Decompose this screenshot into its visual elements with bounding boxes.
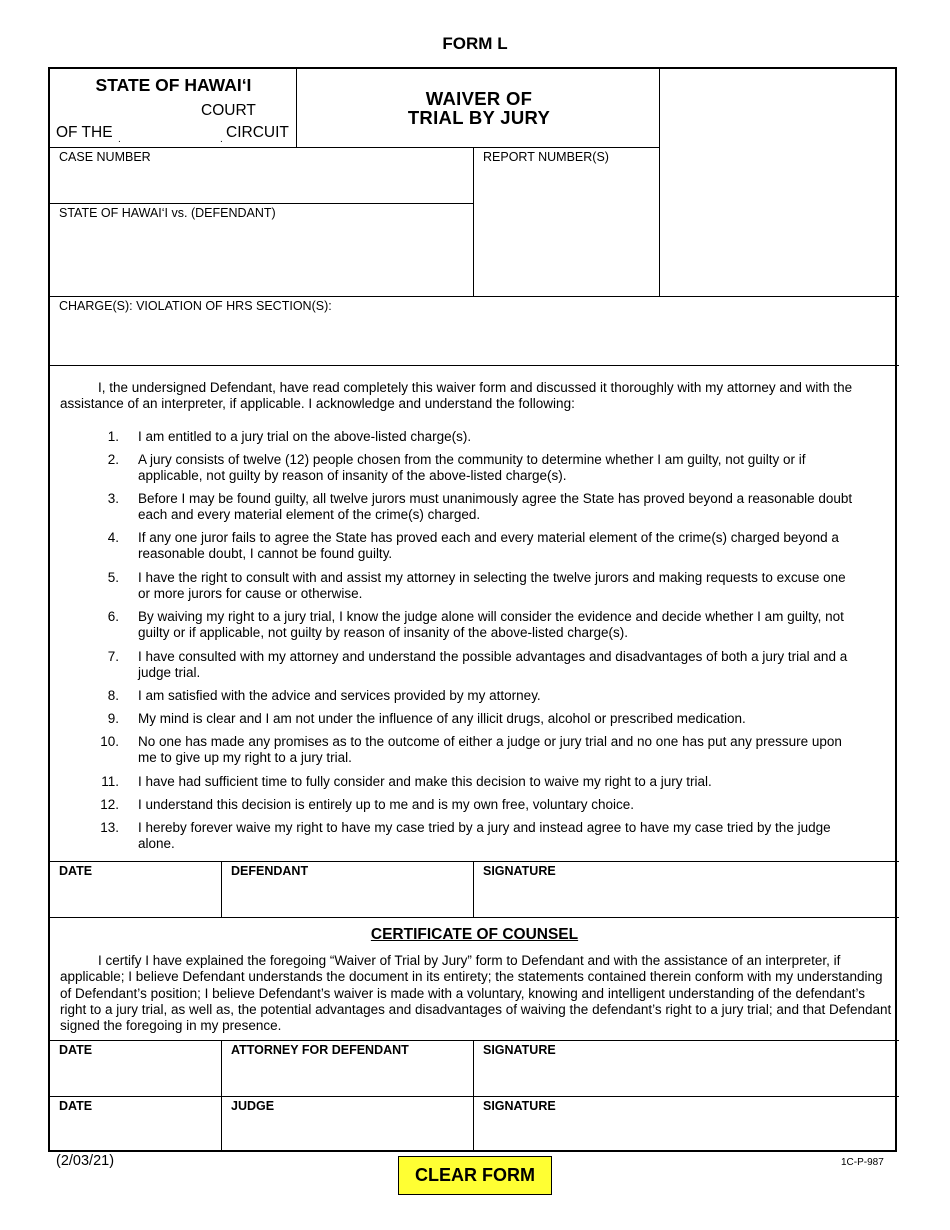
intro-paragraph: I, the undersigned Defendant, have read completely this waiver form and discussed it thoroughly with my attorney and with the assistance of an interpreter, if applicable. I acknowledge and understand the following: (60, 380, 853, 412)
defendant-name-print-field[interactable] (222, 862, 473, 917)
defendant-name-field[interactable] (50, 204, 472, 296)
divider (296, 69, 297, 147)
of-the-label: OF THE (56, 124, 113, 141)
item-text: I am satisfied with the advice and services provided by my attorney. (138, 688, 541, 703)
item-number: 6. (107, 609, 119, 624)
date-label: DATE (59, 1099, 93, 1113)
item-text: If any one juror fails to agree the State has proved each and every material element of the crime(s) charged beyond a reasonable doubt, I cannot be found guilty. (138, 530, 839, 562)
report-numbers-field[interactable] (474, 148, 658, 296)
item-number: 11. (101, 774, 119, 789)
state-heading: STATE OF HAWAI‘I (95, 75, 252, 95)
date-label: DATE (59, 864, 93, 878)
charges-field[interactable] (50, 297, 899, 365)
report-numbers-label: REPORT NUMBER(S) (483, 150, 609, 164)
case-number-label: CASE NUMBER (59, 150, 151, 164)
circuit-name-field[interactable]: . (118, 134, 121, 145)
item-number: 1. (107, 429, 119, 444)
defendant-signature-field[interactable] (474, 862, 899, 917)
item-text: I have consulted with my attorney and understand the possible advantages and disadvantages of both a jury trial and a judge trial. (138, 649, 848, 681)
item-number: 10. (100, 734, 119, 749)
item-text: I have the right to consult with and assist my attorney in selecting the twelve jurors and making requests to excuse one or more jurors for cause or otherwise. (138, 570, 846, 602)
item-text: By waiving my right to a jury trial, I know the judge alone will consider the evidence and decide whether I am guilty, not guilty or if applicable, not guilty by reason of insanity of the above-listed charge(s). (138, 609, 844, 641)
item-text: I hereby forever waive my right to have my case tried by a jury and instead agree to have my case tried by the judge alone. (138, 820, 831, 852)
item-text: I am entitled to a jury trial on the above-listed charge(s). (138, 429, 472, 444)
item-number: 12. (100, 797, 119, 812)
waiver-title-line2: TRIAL BY JURY (407, 107, 551, 128)
item-text: My mind is clear and I am not under the influence of any illicit drugs, alcohol or prescribed medication. (138, 711, 746, 726)
item-number: 8. (107, 688, 119, 703)
signature-label: SIGNATURE (483, 864, 556, 878)
item-number: 5. (107, 570, 119, 585)
item-number: 4. (107, 530, 119, 545)
court-name-field[interactable]: . (220, 134, 223, 145)
signature-label: SIGNATURE (483, 1099, 556, 1113)
charges-label: CHARGE(S): VIOLATION OF HRS SECTION(S): (59, 299, 332, 313)
waiver-title-line1: WAIVER OF (425, 88, 533, 109)
revision-date: (2/03/21) (56, 1153, 115, 1169)
attorney-label: ATTORNEY FOR DEFENDANT (231, 1043, 409, 1057)
defendant-label: DEFENDANT (231, 864, 309, 878)
stamp-area (660, 69, 899, 296)
clear-form-button[interactable]: CLEAR FORM (398, 1156, 552, 1195)
item-text: A jury consists of twelve (12) people chosen from the community to determine whether I am guilty, not guilty or if applicable, not guilty by reason of insanity of the above-listed charge(s). (138, 452, 806, 484)
form-code: 1C-P-987 (841, 1157, 884, 1168)
date-label: DATE (59, 1043, 93, 1057)
defendant-date-field[interactable] (50, 862, 221, 917)
attorney-name-field[interactable] (222, 1041, 473, 1096)
attorney-signature-field[interactable] (474, 1041, 899, 1096)
form-title: FORM L (442, 34, 508, 53)
form-frame (48, 67, 897, 1152)
item-number: 7. (107, 649, 119, 664)
state-vs-defendant-label: STATE OF HAWAI‘I vs. (DEFENDANT) (59, 206, 276, 220)
signature-label: SIGNATURE (483, 1043, 556, 1057)
judge-date-field[interactable] (50, 1097, 221, 1152)
item-text: I have had sufficient time to fully consider and make this decision to waive my right to a jury trial. (138, 774, 712, 789)
circuit-label: CIRCUIT (226, 124, 289, 141)
divider (50, 365, 899, 366)
item-text: I understand this decision is entirely up to me and is my own free, voluntary choice. (138, 797, 634, 812)
judge-name-field[interactable] (222, 1097, 473, 1152)
item-number: 2. (107, 452, 119, 467)
item-text: Before I may be found guilty, all twelve jurors must unanimously agree the State has proved beyond a reasonable doubt each and every material element of the crime(s) charged. (138, 491, 853, 523)
judge-label: JUDGE (231, 1099, 275, 1113)
item-number: 9. (107, 711, 119, 726)
item-number: 3. (107, 491, 119, 506)
judge-signature-field[interactable] (474, 1097, 899, 1152)
certificate-title: CERTIFICATE OF COUNSEL (370, 926, 579, 943)
court-label: COURT (201, 102, 256, 119)
item-number: 13. (100, 820, 119, 835)
waiver-title (298, 89, 660, 127)
certificate-paragraph: I certify I have explained the foregoing “Waiver of Trial by Jury” form to Defendant and with the assistance of an interpreter, if applicable; I believe Defendant understands the document in its entirety; the statements contained therein conform with my understanding of Defendant’s position; I believe Defendant’s waiver is made with a voluntary, knowing and intelligent understanding of the defendant’s right to a jury trial, as well as, the potential advantages and disadvantages of waiving the defendant’s right to a jury trial; and that Defendant signed the foregoing in my presence. (60, 953, 892, 1034)
divider (50, 917, 899, 918)
attorney-date-field[interactable] (50, 1041, 221, 1096)
item-text: No one has made any promises as to the outcome of either a judge or jury trial and no one has put any pressure upon me to give up my right to a jury trial. (138, 734, 842, 766)
case-number-field[interactable] (50, 148, 472, 203)
